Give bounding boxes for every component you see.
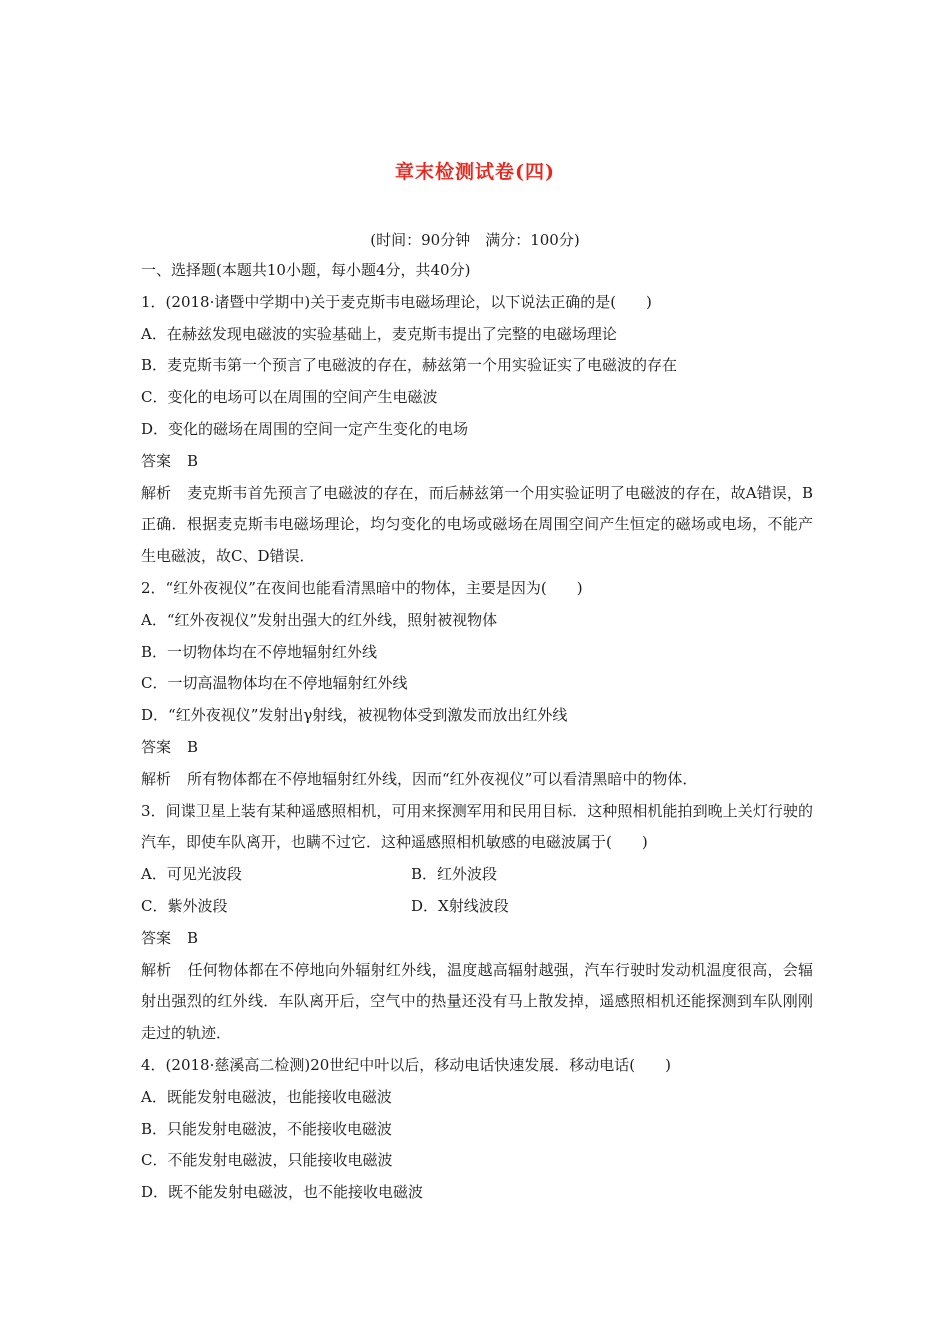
q4-stem: 4．(2018·慈溪高二检测)20世纪中叶以后，移动电话快速发展．移动电话( ) [141,1055,671,1074]
q1-analysis [141,478,813,573]
q3-answer [141,923,813,955]
q1-answer [141,446,813,478]
q2-answer [141,732,813,764]
analysis-label: 解析 [141,769,172,788]
q3-option-c: C．紫外波段 [141,896,228,915]
q3-options-row-2 [141,891,813,923]
q1-stem: 1．(2018·诸暨中学期中)关于麦克斯韦电磁场理论，以下说法正确的是( ) [141,292,652,311]
q2-analysis [141,764,813,796]
q2-option-d: D．“红外夜视仪”发射出γ射线，被视物体受到激发而放出红外线 [141,706,568,725]
answer-label: 答案 [141,451,172,470]
analysis-text: 所有物体都在不停地辐射红外线，因而“红外夜视仪”可以看清黑暗中的物体． [187,769,698,788]
q3-options-row-1 [141,859,813,891]
q4-option-a: A．既能发射电磁波，也能接收电磁波 [141,1087,392,1106]
q4-option-c: C．不能发射电磁波，只能接收电磁波 [141,1151,393,1170]
q1-option-b: B．麦克斯韦第一个预言了电磁波的存在，赫兹第一个用实验证实了电磁波的存在 [141,356,678,375]
document-title: 章末检测试卷(四) [395,161,555,183]
q3-stem: 3．间谍卫星上装有某种遥感照相机，可用来探测军用和民用目标．这种照相机能拍到晚上关灯行驶的汽车，即使车队离开，也瞒不过它．这种遥感照相机敏感的电磁波属于( ) [141,801,813,852]
analysis-text: 任何物体都在不停地向外辐射红外线，温度越高辐射越强，汽车行驶时发动机温度很高，会辐射出强烈的红外线．车队离开后，空气中的热量还没有马上散发掉，遥感照相机还能探测到车队刚刚走过的轨迹． [141,960,813,1043]
answer-value: B [187,737,199,756]
document-body [141,255,813,1209]
q4-option-b: B．只能发射电磁波，不能接收电磁波 [141,1119,393,1138]
q4-option-d: D．既不能发射电磁波，也不能接收电磁波 [141,1183,424,1202]
q3-analysis [141,955,813,1050]
answer-value: B [187,451,199,470]
q1-option-c: C．变化的电场可以在周围的空间产生电磁波 [141,388,438,407]
q2-option-b: B．一切物体均在不停地辐射红外线 [141,642,378,661]
answer-value: B [187,928,199,947]
q3-option-b: B．红外波段 [411,865,498,884]
q2-option-c: C．一切高温物体均在不停地辐射红外线 [141,674,408,693]
analysis-label: 解析 [141,483,172,502]
analysis-text: 麦克斯韦首先预言了电磁波的存在，而后赫兹第一个用实验证明了电磁波的存在，故A错误，B正确．根据麦克斯韦电磁场理论，均匀变化的电场或磁场在周围空间产生恒定的磁场或电场，不能产生电磁波，故C、D错误． [141,483,813,566]
q1-option-d: D．变化的磁场在周围的空间一定产生变化的电场 [141,419,469,438]
q2-option-a: A．“红外夜视仪”发射出强大的红外线，照射被视物体 [141,610,498,629]
answer-label: 答案 [141,928,172,947]
analysis-label: 解析 [141,960,172,979]
answer-label: 答案 [141,737,172,756]
q2-stem: 2．“红外夜视仪”在夜间也能看清黑暗中的物体，主要是因为( ) [141,578,583,597]
q1-option-a: A．在赫兹发现电磁波的实验基础上，麦克斯韦提出了完整的电磁场理论 [141,324,617,343]
section-heading: 一、选择题(本题共10小题，每小题4分，共40分) [141,261,471,279]
exam-meta: (时间：90分钟 满分：100分) [370,231,580,249]
q3-option-d: D．X射线波段 [411,896,509,915]
q3-option-a: A．可见光波段 [141,865,242,884]
